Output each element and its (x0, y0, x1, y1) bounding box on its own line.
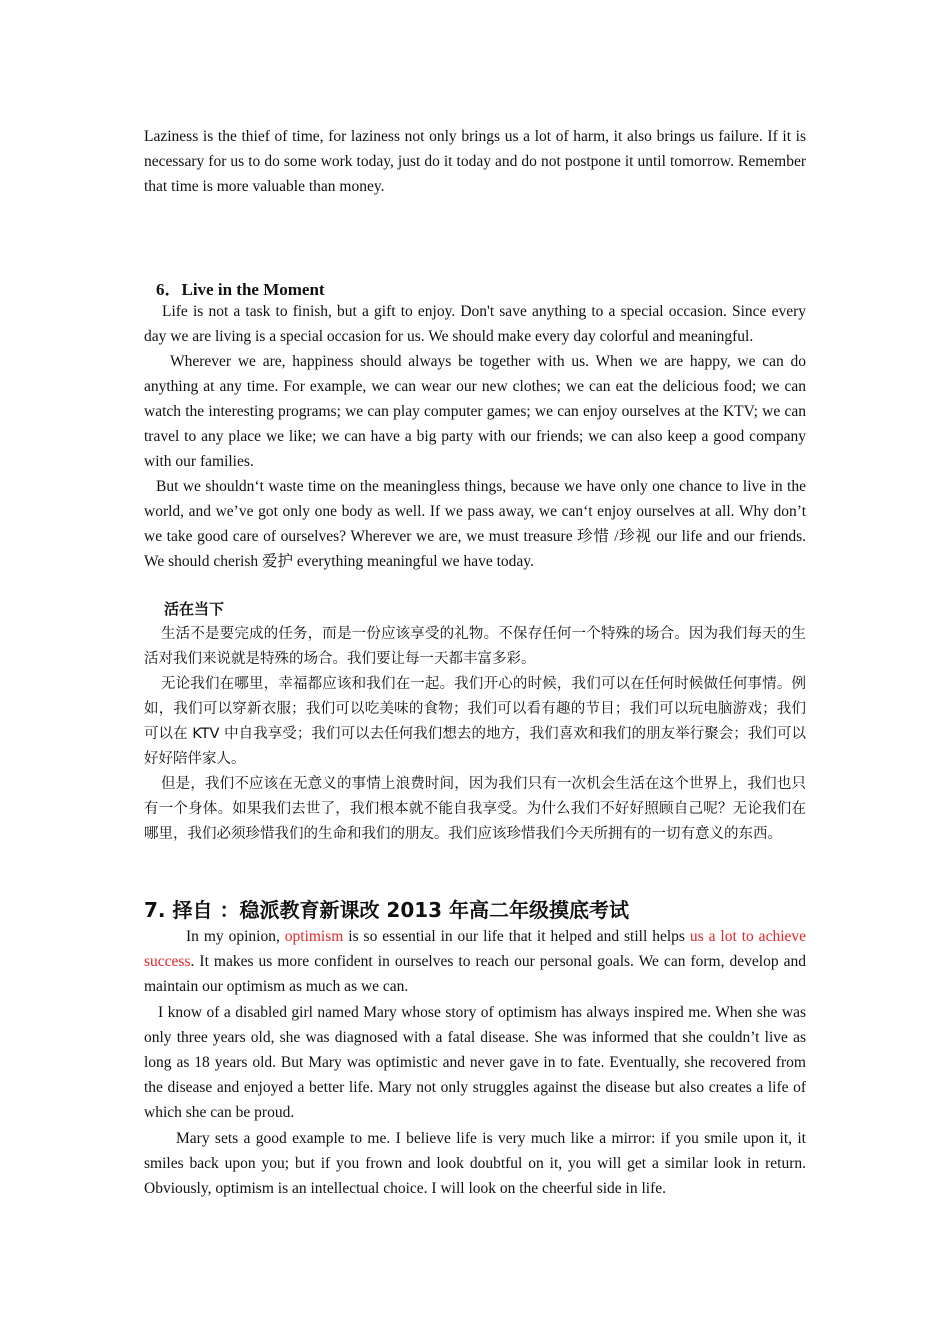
section-6-chinese-paragraph-2: 无论我们在哪里，幸福都应该和我们在一起。我们开心的时候，我们可以在任何时候做任何事情。例如，我们可以穿新衣服；我们可以吃美味的食物；我们可以看有趣的节目；我们可以玩电脑游戏；我们可以在 KTV 中自我享受；我们可以去任何我们想去的地方，我们喜欢和我们的朋友举行聚会；我们可以好好陪伴家人。 (144, 676, 806, 767)
section-7-body (144, 924, 806, 1201)
section-7-heading: 7. 择自 ：稳派教育新课改 2013 年高二年级摸底考试 (144, 898, 630, 922)
section-6-heading: 6．Live in the Moment (156, 280, 325, 299)
intro-paragraph: Laziness is the thief of time, for laziness not only brings us a lot of harm, it also brings us failure. If it is necessary for us to do some work today, just do it today and do not postpone it until tomorrow. Remember that time is more valuable than money. (144, 128, 806, 195)
section-6-english (144, 299, 806, 574)
section-6-chinese-paragraph-1: 生活不是要完成的任务，而是一份应该享受的礼物。不保存任何一个特殊的场合。因为我们每天的生活对我们来说就是特殊的场合。我们要让每一天都丰富多彩。 (144, 626, 806, 667)
highlight-achieve-success: us a lot to achieve success (144, 928, 807, 970)
intro-section (144, 124, 806, 199)
section-6-paragraph-1: Life is not a task to finish, but a gift to enjoy. Don't save anything to a special occasion. Since every day we are living is a special occasion for us. We should make every day colorful and meaningful. (144, 303, 806, 345)
highlight-optimism: optimism (284, 928, 344, 945)
section-6-paragraph-2: Wherever we are, happiness should always be together with us. When we are happy, we can do anything at any time. For example, we can wear our new clothes; we can eat the delicious food; we can watch the interesting programs; we can play computer games; we can enjoy ourselves at the KTV; we can travel to any place we like; we can have a big party with our friends; we can also keep a good company with our families. (144, 353, 806, 470)
section-7-paragraph-2: I know of a disabled girl named Mary whose story of optimism has always inspired me. When she was only three years old, she was diagnosed with a fatal disease. She was informed that she couldn’t live as long as 18 years old. But Mary was optimistic and never gave in to fate. Eventually, she recovered from the disease and enjoyed a better life. Mary not only struggles against the disease but also creates a life of which she can be proud. (144, 1004, 806, 1121)
section-7-p1-text-c: . It makes us more confident in ourselves to reach our personal goals. We can form, develop and maintain our optimism as much as we can. (144, 953, 806, 995)
section-7-paragraph-3: Mary sets a good example to me. I believe life is very much like a mirror: if you smile upon it, it smiles back upon you; but if you frown and look doubtful on it, you will get a similar look in return. Obviously, optimism is an intellectual choice. I will look on the cheerful side in life. (144, 1130, 806, 1197)
section-7-paragraph-1 (144, 924, 806, 999)
section-6-paragraph-3: But we shouldn‘t waste time on the meaningless things, because we have only one chance to live in the world, and we’ve got only one body as well. If we pass away, we can‘t enjoy ourselves at all. Why don’t we take good care of ourselves? Wherever we are, we must treasure 珍惜 /珍视 our life and our friends. We should cherish 爱护 everything meaningful we have today. (144, 478, 806, 570)
section-6-chinese (144, 622, 806, 847)
section-6-chinese-paragraph-3: 但是，我们不应该在无意义的事情上浪费时间，因为我们只有一次机会生活在这个世界上，我们也只有一个身体。如果我们去世了，我们根本就不能自我享受。为什么我们不好好照顾自己呢？无论我们在哪里，我们必须珍惜我们的生命和我们的朋友。我们应该珍惜我们今天所拥有的一切有意义的东西。 (144, 776, 806, 842)
section-7-p1-text-a: In my opinion, (186, 928, 285, 945)
section-6-chinese-heading: 活在当下 (164, 600, 225, 618)
section-7-p1-text-b: is so essential in our life that it helped and still helps (343, 928, 690, 945)
